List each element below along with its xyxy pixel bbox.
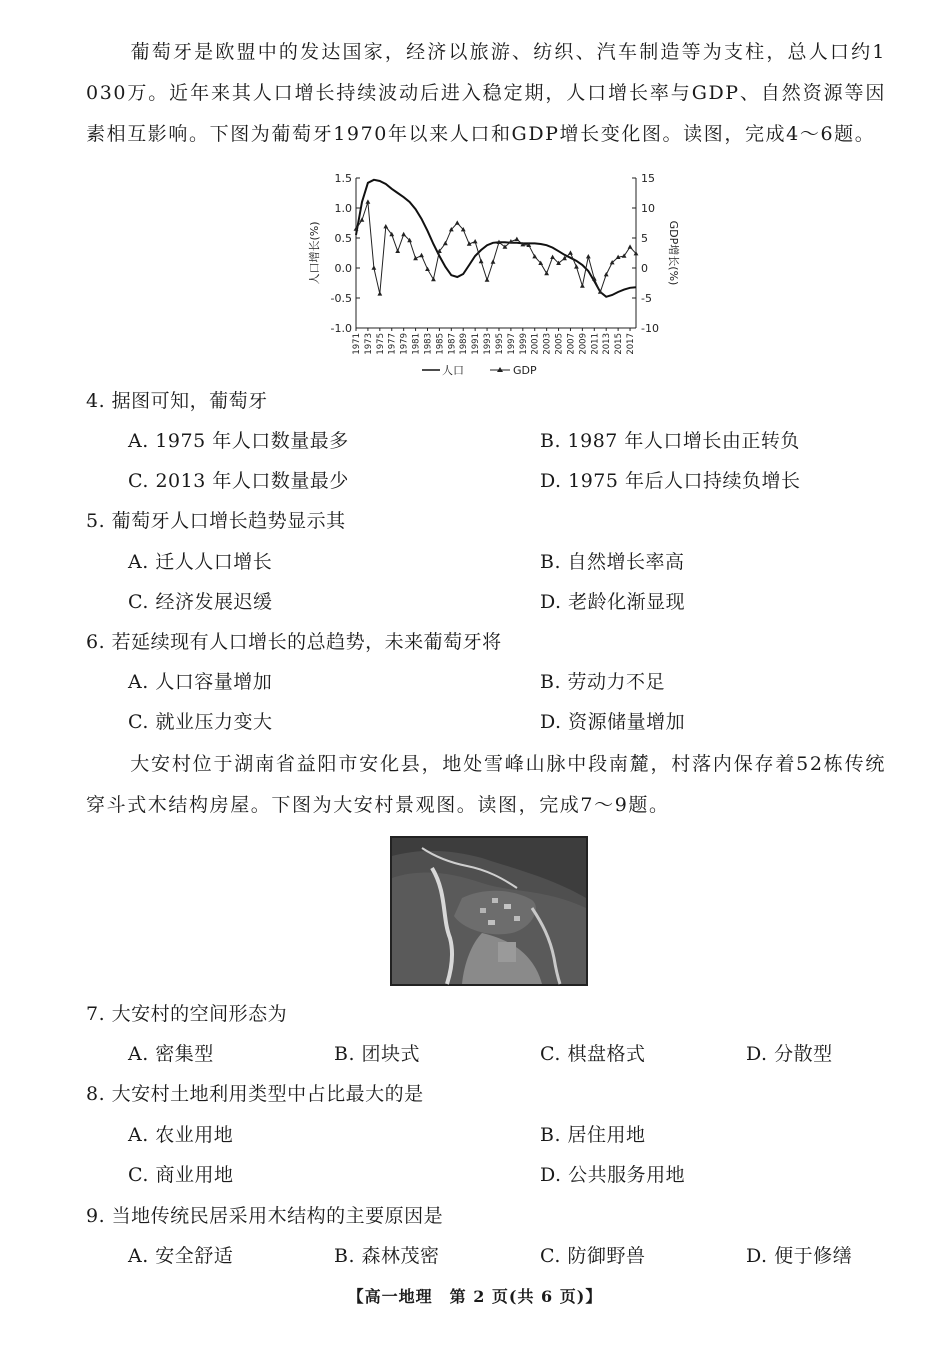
question-9-stem: 9. 当地传统民居采用木结构的主要原因是: [86, 1205, 444, 1227]
question-5-option-d[interactable]: D. 老龄化渐显现: [540, 591, 686, 613]
x-tick-label: 1981: [411, 333, 422, 355]
question-9-option-d[interactable]: D. 便于修缮: [746, 1245, 853, 1267]
x-tick-label: 1983: [423, 333, 434, 355]
gdp-data-point: [580, 283, 585, 287]
question-4-option-b[interactable]: B. 1987 年人口增长由正转负: [540, 430, 800, 452]
gdp-data-point: [568, 250, 573, 254]
gdp-data-point: [443, 241, 448, 245]
y-left-tick-label: 0.0: [334, 262, 352, 275]
y-right-tick-label: 0: [641, 262, 648, 275]
x-tick-label: 1971: [352, 333, 362, 355]
gdp-data-point: [366, 199, 371, 203]
gdp-data-point: [485, 277, 490, 281]
passage-portugal: 葡萄牙是欧盟中的发达国家，经济以旅游、纺织、汽车制造等为支柱，总人口约1 030万。近年来其人口增长持续波动后进入稳定期，人口增长率与GDP、自然资源等因素相互影响。下图为葡萄牙1970年以来人口和GDP增长变化图。读图，完成4～6题。: [86, 41, 886, 145]
question-8-stem: 8. 大安村土地利用类型中占比最大的是: [86, 1083, 424, 1105]
y-left-tick-label: 1.5: [334, 172, 352, 185]
gdp-data-point: [371, 265, 376, 269]
page-footer: 【高一地理 第 2 页(共 6 页)】: [347, 1287, 603, 1306]
gdp-data-point: [383, 224, 388, 228]
question-9-option-a[interactable]: A. 安全舒适: [128, 1245, 234, 1267]
question-6-option-b[interactable]: B. 劳动力不足: [540, 671, 666, 693]
question-7-option-a[interactable]: A. 密集型: [128, 1043, 214, 1065]
question-7-option-c[interactable]: C. 棋盘格式: [540, 1043, 646, 1065]
x-tick-label: 2007: [566, 333, 577, 355]
question-8-option-a[interactable]: A. 农业用地: [128, 1124, 234, 1146]
x-tick-label: 1991: [471, 333, 482, 355]
y-left-tick-label: 0.5: [334, 232, 352, 245]
question-6-stem: 6. 若延续现有人口增长的总趋势，未来葡萄牙将: [86, 631, 502, 653]
question-9-option-b[interactable]: B. 森林茂密: [334, 1245, 440, 1267]
question-4-option-c[interactable]: C. 2013 年人口数量最少: [128, 470, 349, 492]
x-tick-label: 2001: [530, 333, 541, 355]
question-4-option-a[interactable]: A. 1975 年人口数量最多: [128, 430, 349, 452]
question-5-option-c[interactable]: C. 经济发展迟缓: [128, 591, 273, 613]
x-tick-label: 2003: [542, 333, 553, 355]
gdp-data-point: [401, 232, 406, 236]
x-tick-label: 2017: [626, 333, 637, 355]
question-7-option-b[interactable]: B. 团块式: [334, 1043, 421, 1065]
gdp-data-point: [550, 255, 555, 259]
legend-gdp-label: GDP: [513, 364, 537, 377]
gdp-data-point: [419, 253, 424, 257]
x-tick-label: 1989: [459, 333, 470, 355]
y-right-tick-label: -10: [641, 322, 659, 335]
x-tick-label: 1997: [506, 333, 517, 355]
gdp-data-point: [360, 217, 365, 221]
gdp-data-point: [455, 220, 460, 224]
gdp-data-point: [491, 259, 496, 263]
question-9-option-c[interactable]: C. 防御野兽: [540, 1245, 646, 1267]
y-left-tick-label: -0.5: [330, 292, 352, 305]
question-4-option-d[interactable]: D. 1975 年后人口持续负增长: [540, 470, 801, 492]
gdp-data-point: [586, 254, 591, 258]
question-5-option-a[interactable]: A. 迁人人口增长: [128, 551, 273, 573]
x-tick-label: 2005: [554, 333, 565, 355]
question-7-stem: 7. 大安村的空间形态为: [86, 1003, 288, 1025]
question-8-option-c[interactable]: C. 商业用地: [128, 1164, 234, 1186]
question-8-option-d[interactable]: D. 公共服务用地: [540, 1164, 686, 1186]
question-6-option-c[interactable]: C. 就业压力变大: [128, 711, 273, 733]
gdp-data-point: [574, 264, 579, 268]
y-right-axis-label: GDP增长(%): [667, 220, 680, 286]
legend-population-label: 人口: [442, 364, 464, 377]
x-tick-label: 1979: [399, 333, 410, 355]
x-tick-label: 2009: [578, 333, 589, 355]
question-5-option-b[interactable]: B. 自然增长率高: [540, 551, 685, 573]
x-tick-label: 2011: [590, 333, 601, 355]
daan-village-photo: [390, 836, 588, 986]
question-6-option-a[interactable]: A. 人口容量增加: [128, 671, 273, 693]
question-4-stem: 4. 据图可知，葡萄牙: [86, 390, 268, 412]
y-right-tick-label: 15: [641, 172, 655, 185]
x-tick-label: 1999: [518, 333, 529, 355]
gdp-data-point: [395, 249, 400, 253]
question-8-option-b[interactable]: B. 居住用地: [540, 1124, 646, 1146]
population-gdp-chart: [300, 168, 680, 383]
y-right-tick-label: -5: [641, 292, 652, 305]
gdp-data-point: [425, 267, 430, 271]
y-right-tick-label: 5: [641, 232, 648, 245]
x-tick-label: 2015: [614, 333, 625, 355]
gdp-data-point: [479, 259, 484, 263]
x-tick-label: 1975: [375, 333, 386, 355]
village-landscape-image: [392, 838, 586, 984]
gdp-data-point: [604, 272, 609, 276]
y-left-tick-label: -1.0: [330, 322, 352, 335]
gdp-data-point: [628, 244, 633, 248]
question-5-stem: 5. 葡萄牙人口增长趋势显示其: [86, 510, 346, 532]
chart-svg: [300, 168, 680, 383]
x-tick-label: 1993: [483, 333, 494, 355]
question-7-option-d[interactable]: D. 分散型: [746, 1043, 833, 1065]
gdp-data-point: [514, 237, 519, 241]
x-tick-label: 1995: [494, 333, 505, 355]
x-tick-label: 1977: [387, 333, 398, 355]
x-tick-label: 1987: [447, 333, 458, 355]
gdp-data-point: [377, 291, 382, 295]
y-right-tick-label: 10: [641, 202, 655, 215]
y-left-tick-label: 1.0: [334, 202, 352, 215]
x-tick-label: 1973: [363, 333, 374, 355]
question-6-option-d[interactable]: D. 资源储量增加: [540, 711, 686, 733]
x-tick-label: 1985: [435, 333, 446, 355]
gdp-data-point: [532, 254, 537, 258]
x-tick-label: 2013: [602, 333, 613, 355]
passage-daan-village: 大安村位于湖南省益阳市安化县，地处雪峰山脉中段南麓，村落内保存着52栋传统穿斗式木结构房屋。下图为大安村景观图。读图，完成7～9题。: [86, 753, 886, 816]
y-left-axis-label: 人口增长(%): [308, 221, 321, 285]
gdp-data-point: [473, 239, 478, 243]
